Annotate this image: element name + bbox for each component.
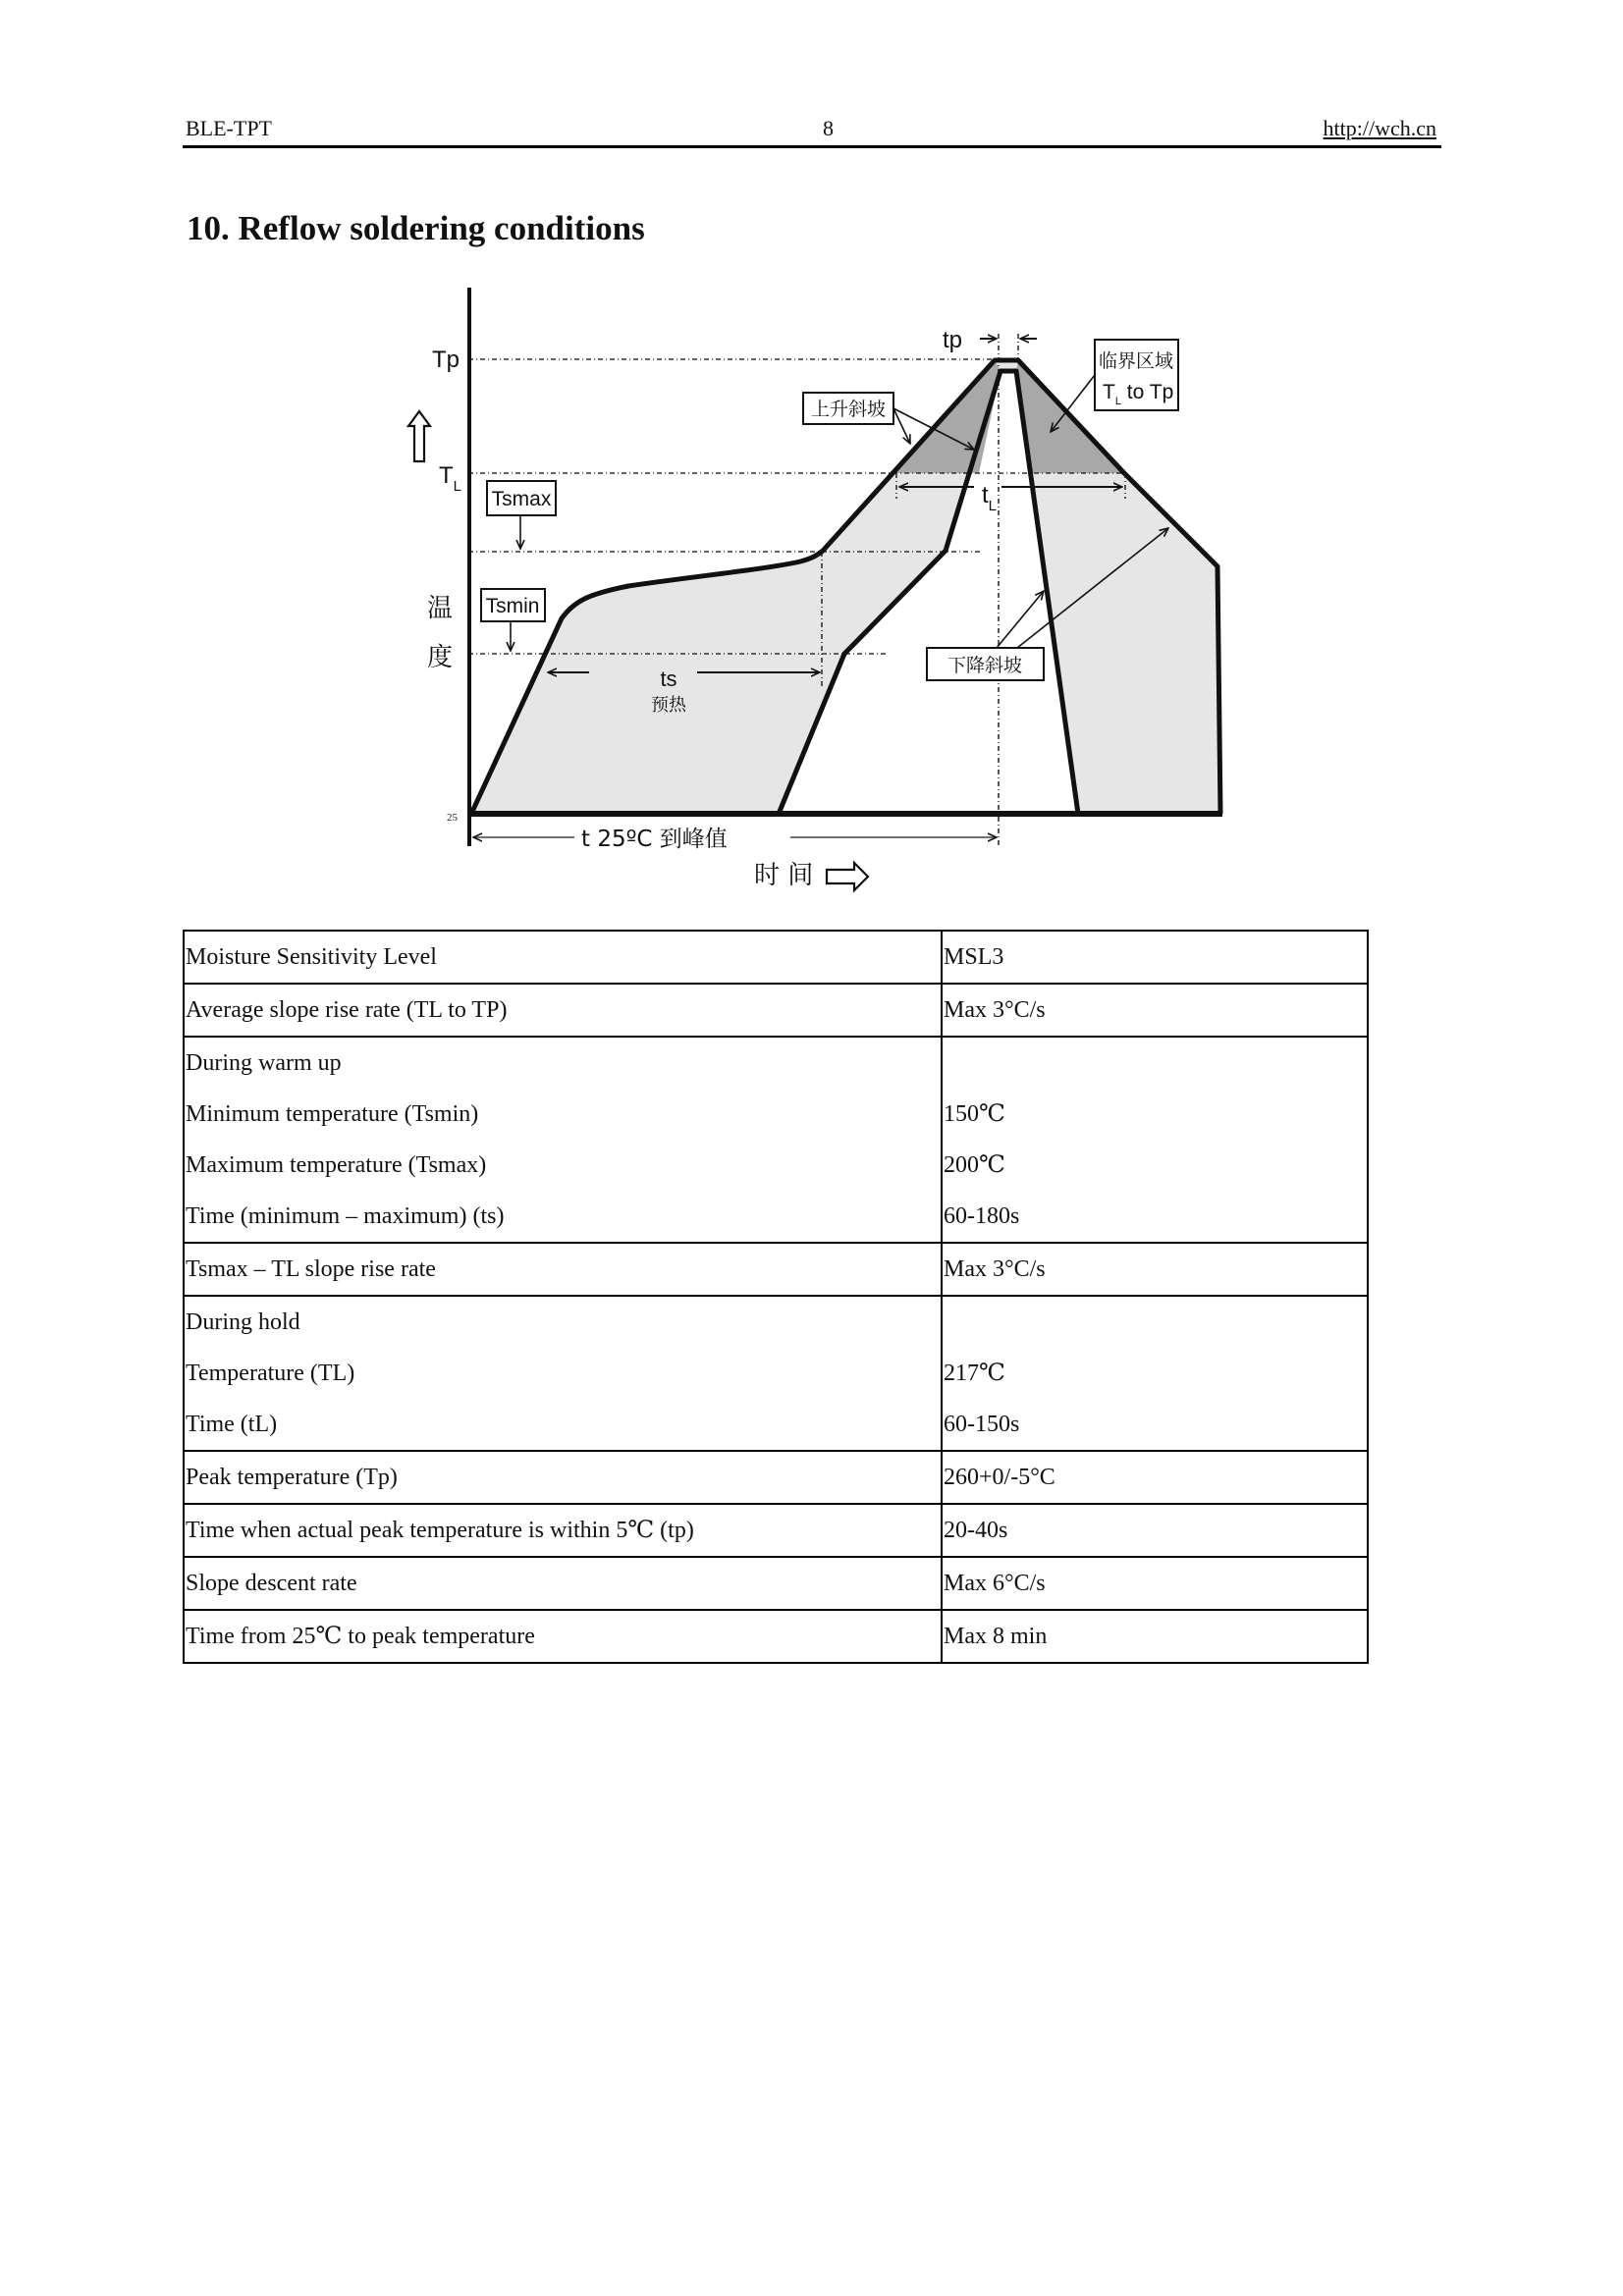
table-row — [184, 931, 1368, 984]
table-row — [184, 1037, 1368, 1243]
param-cell: Time when actual peak temperature is within 5℃ (tp) — [184, 1504, 942, 1557]
param-cell: Slope descent rate — [184, 1557, 942, 1610]
header-doc-name: BLE-TPT — [186, 116, 272, 140]
param-cell: During hold Temperature (TL) Time (tL) — [184, 1296, 942, 1451]
profile-band — [471, 360, 1220, 814]
param-cell: Moisture Sensitivity Level — [184, 931, 942, 984]
value-cell: Max 8 min — [942, 1610, 1368, 1663]
value-cell: 217℃ 60-150s — [942, 1296, 1368, 1451]
section-title: 10. Reflow soldering conditions — [187, 209, 645, 247]
x-axis-label: 时 间 — [754, 861, 814, 890]
value-cell: Max 3°C/s — [942, 1243, 1368, 1296]
value-cell: 150℃ 200℃ 60-180s — [942, 1037, 1368, 1243]
table-row — [184, 1243, 1368, 1296]
tl-marker: $T_L$ — [439, 462, 462, 495]
param-cell: Time from 25℃ to peak temperature — [184, 1610, 942, 1663]
critical-zone-label: 临界区域 — [1098, 350, 1174, 372]
tsmin-callout-label: Tsmin — [485, 595, 540, 617]
y-axis-label-char-1: 温 — [427, 594, 454, 623]
temperature-up-arrow-icon — [408, 411, 430, 461]
header-page-number: 8 — [823, 116, 834, 140]
table-row — [184, 1504, 1368, 1557]
param-cell: During warm up Minimum temperature (Tsmin) Maximum temperature (Tsmax) Time (minimum – maximum) (ts) — [184, 1037, 942, 1243]
ts-preheat-label: 预热 — [651, 695, 686, 716]
value-cell: 260+0/-5°C — [942, 1451, 1368, 1504]
value-cell: Max 3°C/s — [942, 984, 1368, 1037]
base-temp-marker: 25 — [447, 812, 458, 824]
critical-zone-range-label: $T_L$ to Tp — [1103, 381, 1174, 407]
tl-dimension-label: $t_L$ — [982, 482, 998, 514]
header-url-link[interactable]: http://wch.cn — [1323, 116, 1436, 140]
ts-label: ts — [660, 667, 677, 691]
ramp-down-label: 下降斜坡 — [947, 655, 1023, 676]
reflow-spec-table — [183, 930, 1369, 1664]
value-cell: Max 6°C/s — [942, 1557, 1368, 1610]
param-cell: Peak temperature (Tp) — [184, 1451, 942, 1504]
value-cell: MSL3 — [942, 931, 1368, 984]
table-row — [184, 1557, 1368, 1610]
ramp-up-arrow-1-icon — [893, 408, 910, 444]
table-row — [184, 1451, 1368, 1504]
ramp-down-arrow-1-icon — [997, 591, 1044, 648]
table-row — [184, 984, 1368, 1037]
t25-to-peak-label: t 25ºC 到峰值 — [581, 827, 728, 852]
y-axis-label-char-2: 度 — [427, 643, 454, 672]
tsmax-callout-label: Tsmax — [491, 488, 552, 510]
param-cell: Average slope rise rate (TL to TP) — [184, 984, 942, 1037]
param-cell: Tsmax – TL slope rise rate — [184, 1243, 942, 1296]
reflow-profile-diagram — [0, 0, 1623, 942]
tp-marker: Tp — [432, 347, 460, 373]
value-cell: 20-40s — [942, 1504, 1368, 1557]
time-right-arrow-icon — [827, 863, 868, 890]
tp-dimension-label: tp — [943, 327, 963, 353]
table-row — [184, 1610, 1368, 1663]
ramp-up-label: 上升斜坡 — [810, 399, 887, 420]
table-row — [184, 1296, 1368, 1451]
